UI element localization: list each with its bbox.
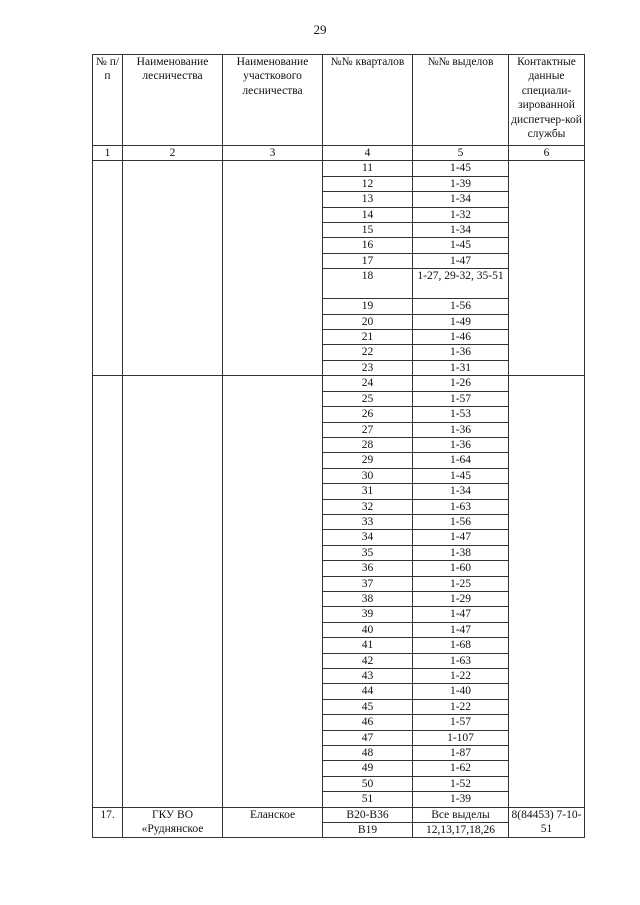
allotment-range: 1-47 (413, 622, 509, 637)
quarter-number: 34 (323, 530, 413, 545)
allotment-range: 1-34 (413, 223, 509, 238)
quarter-number: 18 (323, 269, 413, 299)
allotment-range: 1-27, 29-32, 35-51 (413, 269, 509, 299)
quarter-number: 21 (323, 330, 413, 345)
quarter-number: 43 (323, 669, 413, 684)
allotment-range: 1-53 (413, 407, 509, 422)
allotment-range: 1-47 (413, 253, 509, 268)
quarter-number: В19 (323, 823, 413, 838)
allotment-range: 1-36 (413, 345, 509, 360)
allotment-range: 12,13,17,18,26 (413, 823, 509, 838)
quarter-number: 32 (323, 499, 413, 514)
allotment-range: 1-25 (413, 576, 509, 591)
allotment-range: 1-34 (413, 484, 509, 499)
empty-cell (123, 376, 223, 807)
allotment-range: 1-63 (413, 653, 509, 668)
quarter-number: 36 (323, 561, 413, 576)
quarter-number: 41 (323, 638, 413, 653)
allotment-range: 1-57 (413, 391, 509, 406)
allotment-range: 1-22 (413, 669, 509, 684)
quarter-number: 24 (323, 376, 413, 391)
allotment-range: 1-62 (413, 761, 509, 776)
allotment-range: 1-34 (413, 192, 509, 207)
column-number-row (93, 146, 585, 161)
allotment-range: 1-26 (413, 376, 509, 391)
quarter-number: 25 (323, 391, 413, 406)
quarter-number: 37 (323, 576, 413, 591)
allotment-range: 1-64 (413, 453, 509, 468)
empty-cell (223, 161, 323, 376)
quarter-number: 12 (323, 176, 413, 191)
quarter-number: 15 (323, 223, 413, 238)
allotment-range: 1-46 (413, 330, 509, 345)
allotment-range: 1-68 (413, 638, 509, 653)
header-cell: Наименование участкового лесничества (223, 55, 323, 146)
allotment-range: 1-36 (413, 437, 509, 452)
allotment-range: 1-63 (413, 499, 509, 514)
header-cell: №№ кварталов (323, 55, 413, 146)
column-number: 6 (509, 146, 585, 161)
quarter-number: 26 (323, 407, 413, 422)
column-number: 1 (93, 146, 123, 161)
allotment-range: 1-60 (413, 561, 509, 576)
quarter-number: 38 (323, 591, 413, 606)
quarter-number: 40 (323, 622, 413, 637)
quarter-number: 31 (323, 484, 413, 499)
quarter-number: 17 (323, 253, 413, 268)
forestry-table (92, 54, 585, 838)
contact-data: 8(84453) 7-10-51 (509, 807, 585, 838)
quarter-number: 47 (323, 730, 413, 745)
quarter-number: В20-В36 (323, 807, 413, 822)
allotment-range: 1-47 (413, 607, 509, 622)
quarter-number: 11 (323, 161, 413, 176)
empty-cell (93, 161, 123, 376)
empty-cell (509, 376, 585, 807)
allotment-range: 1-39 (413, 792, 509, 807)
allotment-range: 1-56 (413, 514, 509, 529)
empty-cell (509, 161, 585, 376)
table-row (93, 376, 585, 391)
allotment-range: 1-45 (413, 468, 509, 483)
quarter-number: 27 (323, 422, 413, 437)
allotment-range: 1-49 (413, 314, 509, 329)
quarter-number: 46 (323, 715, 413, 730)
forestry-name: ГКУ ВО «Руднянское (123, 807, 223, 838)
empty-cell (123, 161, 223, 376)
quarter-number: 23 (323, 360, 413, 375)
quarter-number: 33 (323, 514, 413, 529)
column-number: 3 (223, 146, 323, 161)
quarter-number: 28 (323, 437, 413, 452)
header-cell: Наименование лесничества (123, 55, 223, 146)
allotment-range: 1-39 (413, 176, 509, 191)
column-number: 4 (323, 146, 413, 161)
allotment-range: 1-107 (413, 730, 509, 745)
quarter-number: 16 (323, 238, 413, 253)
quarter-number: 14 (323, 207, 413, 222)
allotment-range: 1-87 (413, 746, 509, 761)
quarter-number: 39 (323, 607, 413, 622)
quarter-number: 42 (323, 653, 413, 668)
allotment-range: 1-45 (413, 238, 509, 253)
allotment-range: 1-56 (413, 299, 509, 314)
quarter-number: 49 (323, 761, 413, 776)
quarter-number: 20 (323, 314, 413, 329)
allotment-range: 1-31 (413, 360, 509, 375)
quarter-number: 22 (323, 345, 413, 360)
quarter-number: 44 (323, 684, 413, 699)
quarter-number: 50 (323, 776, 413, 791)
empty-cell (93, 376, 123, 807)
quarter-number: 45 (323, 699, 413, 714)
header-cell: Контактные данные специали-зированной диспетчер-кой службы (509, 55, 585, 146)
column-number: 2 (123, 146, 223, 161)
empty-cell (223, 376, 323, 807)
table-row (93, 807, 585, 822)
header-row (93, 55, 585, 146)
allotment-range: 1-40 (413, 684, 509, 699)
header-cell: №№ выделов (413, 55, 509, 146)
quarter-number: 51 (323, 792, 413, 807)
entry-number: 17. (93, 807, 123, 838)
allotment-range: 1-22 (413, 699, 509, 714)
allotment-range: 1-38 (413, 545, 509, 560)
district-name: Еланское (223, 807, 323, 838)
allotment-range: 1-47 (413, 530, 509, 545)
allotment-range: 1-36 (413, 422, 509, 437)
allotment-range: 1-45 (413, 161, 509, 176)
quarter-number: 19 (323, 299, 413, 314)
quarter-number: 35 (323, 545, 413, 560)
header-cell: № п/п (93, 55, 123, 146)
allotment-range: 1-52 (413, 776, 509, 791)
page-number: 29 (313, 22, 327, 37)
table-row (93, 161, 585, 176)
quarter-number: 30 (323, 468, 413, 483)
allotment-range: 1-57 (413, 715, 509, 730)
allotment-range: 1-29 (413, 591, 509, 606)
column-number: 5 (413, 146, 509, 161)
quarter-number: 48 (323, 746, 413, 761)
quarter-number: 13 (323, 192, 413, 207)
allotment-range: 1-32 (413, 207, 509, 222)
allotment-range: Все выделы (413, 807, 509, 822)
quarter-number: 29 (323, 453, 413, 468)
